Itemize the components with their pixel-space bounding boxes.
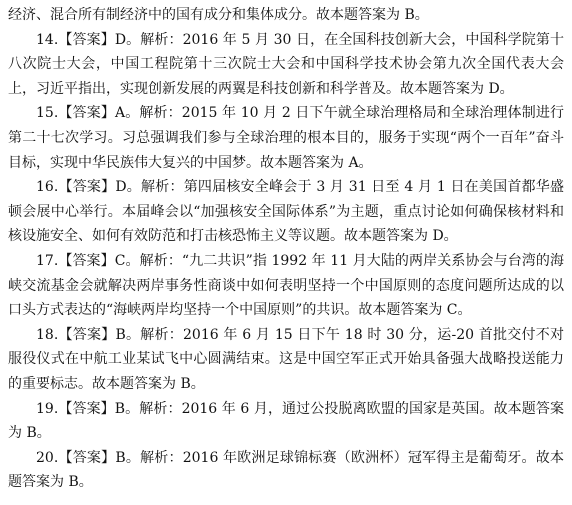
answer-item-16: 16.【答案】D。解析：第四届核安全峰会于 3 月 31 日至 4 月 1 日在美国首都华盛顿会展中心举行。本届峰会以“加强核安全国际体系”为主题，重点讨论如何确保核材料和核设施安全、如何有效防范和打击核恐怖主义等议题。故本题答案为 D。 xyxy=(8,179,564,245)
answer-item-20: 20.【答案】B。解析：2016 年欧洲足球锦标赛（欧洲杯）冠军得主是葡萄牙。故本题答案为 B。 xyxy=(8,449,564,491)
answer-item-15: 15.【答案】A。解析：2015 年 10 月 2 日下午就全球治理格局和全球治理体制进行第二十七次学习。习总强调我们参与全球治理的根本目的，服务于实现“两个一百年”奋斗目标，实现中华民族伟大复兴的中国梦。故本题答案为 A。 xyxy=(8,105,564,171)
answer-item-14: 14.【答案】D。解析：2016 年 5 月 30 日，在全国科技创新大会，中国科学院第十八次院士大会，中国工程院第十三次院士大会和中国科学技术协会第九次全国代表大会上，习近平指出，实现创新发展的两翼是科技创新和科学普及。故本题答案为 D。 xyxy=(8,31,564,97)
paragraph-continuation: 经济、混合所有制经济中的国有成分和集体成分。故本题答案为 B。 xyxy=(8,7,429,23)
answer-item-18: 18.【答案】B。解析：2016 年 6 月 15 日下午 18 时 30 分，运-20 首批交付不对服役仪式在中航工业某试飞中心圆满结束。这是中国空军正式开始具备强大战略投送能力的重要标志。故本题答案为 B。 xyxy=(8,326,564,392)
answer-item-17: 17.【答案】C。解析：“九二共识”指 1992 年 11 月大陆的两岸关系协会与台湾的海峡交流基金会就解决两岸事务性商谈中如何表明坚持一个中国原则的态度问题所达成的以口头方式表达的“海峡两岸均坚持一个中国原则”的共识。故本题答案为 C。 xyxy=(8,252,564,319)
answer-item-19: 19.【答案】B。解析：2016 年 6 月，通过公投脱离欧盟的国家是英国。故本题答案为 B。 xyxy=(8,400,564,442)
